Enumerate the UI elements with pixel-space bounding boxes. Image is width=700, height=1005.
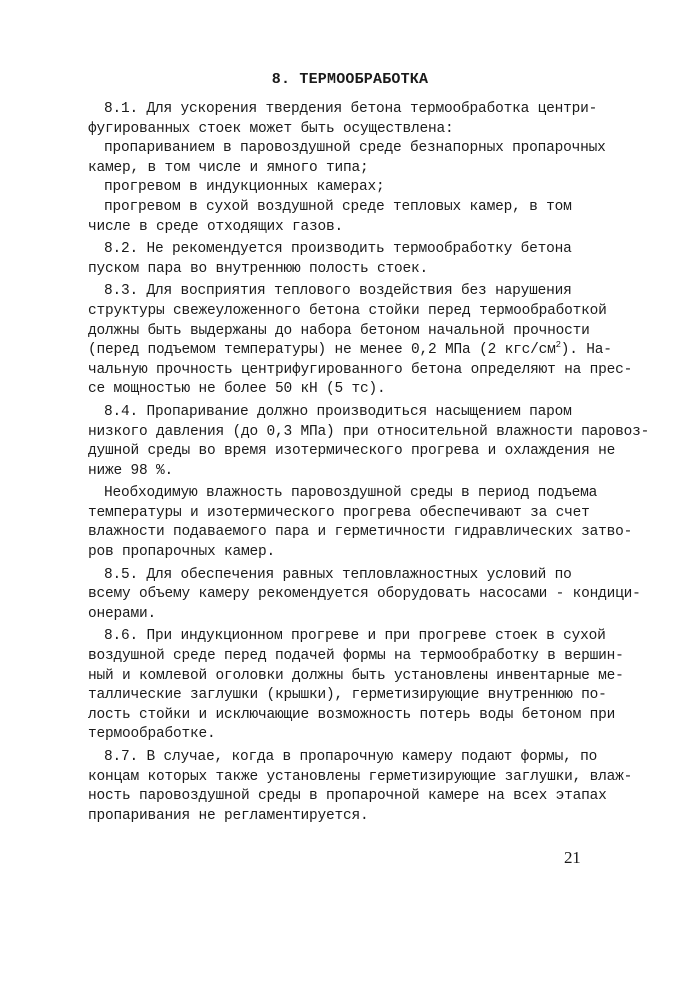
text-line-content: 8.5. Для обеспечения равных тепловлажностных условий по (104, 566, 572, 583)
text-line-content: ров пропарочных камер. (88, 544, 276, 561)
text-line-content: 8.3. Для восприятия теплового воздействия без нарушения (104, 283, 572, 300)
text-line (88, 543, 608, 563)
text-line-content: 8.6. При индукционном прогреве и при прогреве стоек в сухой (104, 628, 606, 645)
section-heading: 8. ТЕРМООБРАБОТКА (271, 71, 429, 88)
text-line (88, 686, 608, 706)
text-line-content: 8.2. Не рекомендуется производить термообработку бетона (104, 241, 572, 258)
text-line-content: числе в среде отходящих газов. (88, 218, 344, 235)
text-line-content: пропаривания не регламентируется. (88, 807, 369, 824)
text-line-content: низкого давления (до 0,3 МПа) при относительной влажности паровоз- (88, 423, 650, 440)
text-line-content: прогревом в индукционных камерах; (104, 179, 385, 196)
text-line (88, 484, 608, 504)
text-line (88, 566, 608, 586)
text-line-content: концам которых также установлены герметизирующие заглушки, влаж- (88, 768, 633, 785)
text-line (88, 198, 608, 218)
text-line-content: фугированных стоек может быть осуществлена: (88, 120, 454, 137)
text-line (88, 380, 608, 400)
text-line-content: онерами. (88, 605, 157, 622)
text-line (88, 585, 641, 605)
text-line (88, 178, 608, 198)
text-line (88, 807, 608, 827)
text-line (88, 748, 608, 768)
text-line-content: воздушной среде перед подачей формы на термообработку в вершин- (88, 648, 624, 665)
text-line-content: пуском пара во внутреннюю полость стоек. (88, 260, 429, 277)
text-line (88, 442, 616, 462)
text-line (88, 240, 608, 260)
text-line (88, 504, 608, 524)
text-line-content: пропариванием в паровоздушной среде безнапорных пропарочных (104, 140, 606, 157)
text-line-content: термообработке. (88, 726, 216, 743)
text-line (88, 340, 612, 361)
text-line (88, 361, 633, 381)
text-line (88, 100, 608, 120)
text-line (88, 302, 608, 322)
text-line (88, 523, 633, 543)
text-line-content: прогревом в сухой воздушной среде тепловых камер, в том (104, 198, 572, 215)
text-line-content: душной среды во время изотермического прогрева и охлаждения не (88, 443, 616, 460)
text-line (88, 159, 608, 179)
text-line-content: чальную прочность центрифугированного бетона определяют на прес- (88, 361, 633, 378)
page-number: 21 (564, 848, 581, 867)
text-line (88, 768, 633, 788)
text-line-content: 8.1. Для ускорения твердения бетона термообработка центри- (104, 101, 598, 117)
superscript: 2 (555, 340, 561, 351)
text-line (88, 605, 608, 625)
text-line-tail: ). На- (560, 342, 612, 359)
text-line (88, 139, 608, 159)
text-line-content: ный и комлевой оголовки должны быть установлены инвентарные ме- (88, 667, 624, 684)
text-line (88, 627, 608, 647)
text-line-content: влажности подаваемого пара и герметичности гидравлических затво- (88, 524, 633, 541)
text-line-content: температуры и изотермического прогрева обеспечивают за счет (88, 504, 590, 521)
text-line-content: 8.7. В случае, когда в пропарочную камеру подают формы, по (104, 749, 598, 765)
text-line (88, 667, 624, 687)
text-line (88, 462, 608, 482)
text-line-content: всему объему камеру рекомендуется оборудовать насосами - кондици- (88, 586, 641, 603)
text-line (88, 706, 616, 726)
text-line (88, 322, 608, 342)
text-line-content: Необходимую влажность паровоздушной среды в период подъема (104, 485, 598, 502)
text-line (88, 403, 608, 423)
text-line-content: 8.4. Пропаривание должно производиться насыщением паром (104, 403, 572, 420)
text-line-content: ность паровоздушной среды в пропарочной камере на всех этапах (88, 788, 607, 805)
text-line (88, 260, 608, 280)
text-line (88, 423, 650, 443)
text-line (88, 647, 624, 667)
text-line (88, 725, 608, 745)
text-line (88, 282, 608, 302)
text-line-content: (перед подъемом температуры) не менее 0,2 МПа (2 кгс/см (88, 342, 556, 359)
text-line-content: структуры свежеуложенного бетона стойки перед термообработкой (88, 302, 607, 319)
text-line (88, 218, 608, 238)
text-line-content: ниже 98 %. (88, 462, 174, 479)
text-line-content: се мощностью не более 50 кН (5 тс). (88, 381, 386, 398)
text-line-content: лость стойки и исключающие возможность потерь воды бетоном при (88, 706, 616, 723)
text-line (88, 787, 608, 807)
text-line-content: должны быть выдержаны до набора бетоном начальной прочности (88, 322, 590, 339)
text-line (88, 120, 608, 140)
text-line-content: камер, в том числе и ямного типа; (88, 159, 369, 176)
body-text (88, 100, 650, 826)
text-line-content: таллические заглушки (крышки), герметизирующие внутреннюю по- (88, 687, 607, 704)
